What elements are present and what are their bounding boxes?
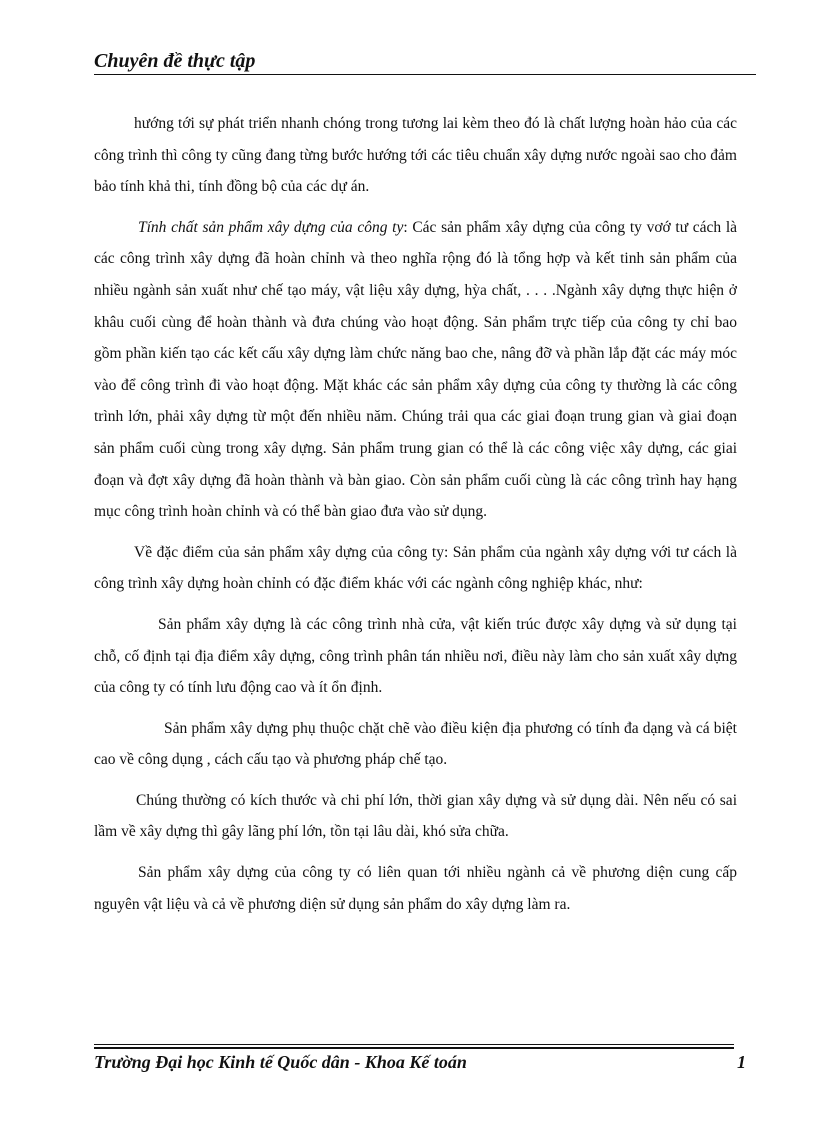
document-body xyxy=(94,108,737,920)
paragraph-6 xyxy=(94,785,737,848)
paragraph-4-text: Sản phẩm xây dựng là các công trình nhà cửa, vật kiến trúc được xây dựng và sử dụng tại chỗ, cố định tại địa điểm xây dựng, công trình phân tán nhiều nơi, điều này làm cho sản xuất xây dựng của công ty có tính lưu động cao và ít ổn định. xyxy=(94,615,737,697)
paragraph-2-text: : Các sản phẩm xây dựng của công ty vơớ tư cách là các công trình xây dựng đã hoàn chỉnh và theo nghĩa rộng đó là tổng hợp và kết tinh sản phẩm của nhiều ngành sản xuất như chế tạo máy, vật liệu xây dựng, hỳa chất, . . . .Ngành xây dựng thực hiện ở khâu cuối cùng để hoàn thành và đưa chúng vào hoạt động. Sản phẩm trực tiếp của công ty chỉ bao gồm phần kiến tạo các kết cấu xây dựng làm chức năng bao che, nâng đỡ và phần lắp đặt các máy móc vào để công trình đi vào hoạt động. Mặt khác các sản phẩm xây dựng của công ty thường là các công trình lớn, phải xây dựng từ một đến nhiều năm. Chúng trải qua các giai đoạn trung gian và giai đoạn sản phẩm cuối cùng trong xây dựng. Sản phẩm trung gian có thể là các công việc xây dựng, các giai đoạn và đợt xây dựng đã hoàn thành và bàn giao. Còn sản phẩm cuối cùng là các công trình hay hạng mục công trình hoàn chỉnh và có thể bàn giao đưa vào sử dụng. xyxy=(94,218,738,521)
page-number: 1 xyxy=(737,1052,746,1072)
paragraph-5 xyxy=(94,713,737,776)
page-header xyxy=(94,48,756,74)
paragraph-2-lead: Tính chất sản phẩm xây dựng của công ty xyxy=(138,218,404,236)
paragraph-3-text: Về đặc điểm của sản phẩm xây dựng của công ty: Sản phẩm của ngành xây dựng với tư cách là công trình xây dựng hoàn chỉnh có đặc điểm khác với các ngành công nghiệp khác, như: xyxy=(94,543,737,593)
paragraph-7-text: Sản phẩm xây dựng của công ty có liên quan tới nhiều ngành cả về phương diện cung cấp nguyên vật liệu và cả về phương diện sử dụng sản phẩm do xây dựng làm ra. xyxy=(94,864,737,913)
paragraph-3 xyxy=(94,537,737,600)
paragraph-7 xyxy=(94,857,737,920)
header-title: Chuyên đề thực tập xyxy=(94,50,256,72)
paragraph-2 xyxy=(94,212,737,528)
footer-rule-thin xyxy=(94,1044,734,1045)
paragraph-4 xyxy=(94,609,737,704)
footer-rule-thick xyxy=(94,1047,734,1049)
paragraph-5-text: Sản phẩm xây dựng phụ thuộc chặt chẽ vào điều kiện địa phương có tính đa dạng và cá biệt cao về công dụng , cách cấu tạo và phương pháp chế tạo. xyxy=(94,719,737,769)
paragraph-6-text: Chúng thường có kích thước và chi phí lớn, thời gian xây dựng và sử dụng dài. Nên nếu có sai lầm về xây dựng thì gây lãng phí lớn, tồn tại lâu dài, khó sửa chữa. xyxy=(94,791,737,841)
header-rule xyxy=(94,74,756,75)
paragraph-1-text: hướng tới sự phát triển nhanh chóng trong tương lai kèm theo đó là chất lượng hoàn hảo của các công trình thì công ty cũng đang từng bước hướng tới các tiêu chuẩn xây dựng nước ngoài sao cho đảm bảo tính khả thi, tính đồng bộ của các dự án. xyxy=(94,115,737,196)
footer-text: Trường Đại học Kinh tế Quốc dân - Khoa Kế toán xyxy=(94,1052,467,1072)
paragraph-1 xyxy=(94,108,737,203)
